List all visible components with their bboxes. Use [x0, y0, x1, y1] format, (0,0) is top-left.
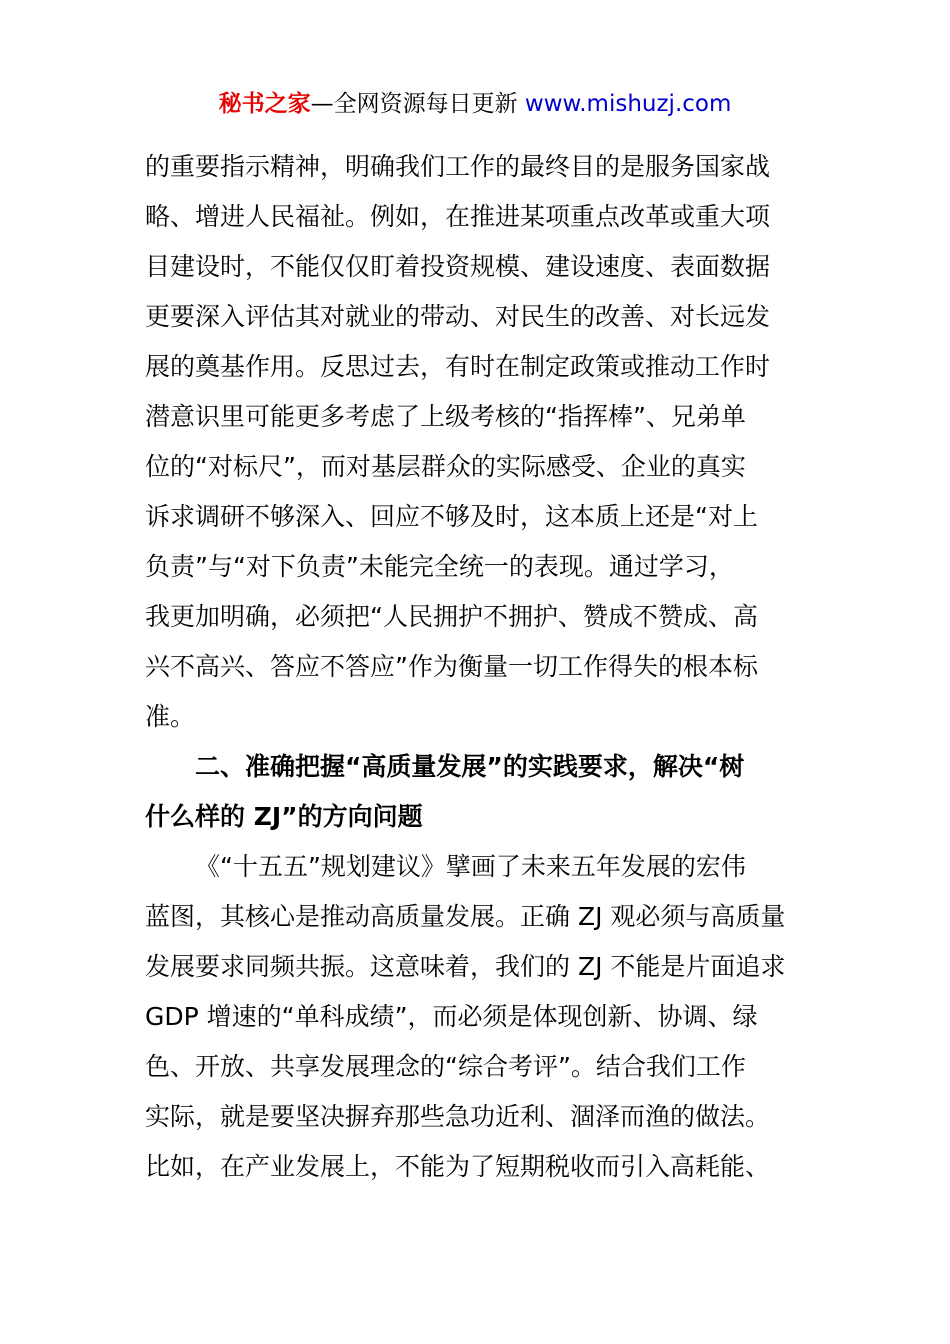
text-line: 兴不高兴、答应不答应”作为衡量一切工作得失的根本标	[145, 652, 758, 681]
text-line: 略、增进人民福祉。例如，在推进某项重点改革或重大项	[145, 202, 771, 231]
text-line: 发展要求同频共振。这意味着，我们的 ZJ 不能是片面追求	[145, 952, 786, 981]
text-line: 潜意识里可能更多考虑了上级考核的“指挥棒”、兄弟单	[145, 402, 746, 431]
text-line: 蓝图，其核心是推动高质量发展。正确 ZJ 观必须与高质量	[145, 902, 786, 931]
section-heading-line: 二、准确把握“高质量发展”的实践要求，解决“树	[195, 752, 745, 781]
header-slogan: —全网资源每日更新	[310, 91, 525, 117]
text-line: 的重要指示精神，明确我们工作的最终目的是服务国家战	[145, 152, 771, 181]
text-line: 实际，就是要坚决摒弃那些急功近利、涸泽而渔的做法。	[145, 1102, 771, 1131]
page-header	[0, 88, 950, 120]
text-line: 目建设时，不能仅仅盯着投资规模、建设速度、表面数据	[145, 252, 771, 281]
text-line: 诉求调研不够深入、回应不够及时，这本质上还是“对上	[145, 502, 758, 531]
text-line: 位的“对标尺”，而对基层群众的实际感受、企业的真实	[145, 452, 746, 481]
text-line: GDP 增速的“单科成绩”，而必须是体现创新、协调、绿	[145, 1002, 758, 1031]
section-heading-line: 什么样的 ZJ”的方向问题	[145, 802, 423, 831]
text-line: 比如，在产业发展上，不能为了短期税收而引入高耗能、	[145, 1152, 771, 1181]
site-url-link[interactable]: www.mishuzj.com	[524, 91, 732, 117]
text-line: 色、开放、共享发展理念的“综合考评”。结合我们工作	[145, 1052, 746, 1081]
document-body	[145, 142, 809, 1192]
text-line: 准。	[145, 702, 196, 731]
text-line: 我更加明确，必须把“人民拥护不拥护、赞成不赞成、高	[145, 602, 758, 631]
text-line: 《“十五五”规划建议》擘画了未来五年发展的宏伟	[195, 852, 746, 881]
text-line: 负责”与“对下负责”未能完全统一的表现。通过学习，	[145, 552, 734, 581]
brand-name: 秘书之家	[218, 91, 311, 117]
text-line: 更要深入评估其对就业的带动、对民生的改善、对长远发	[145, 302, 771, 331]
text-line: 展的奠基作用。反思过去，有时在制定政策或推动工作时	[145, 352, 771, 381]
